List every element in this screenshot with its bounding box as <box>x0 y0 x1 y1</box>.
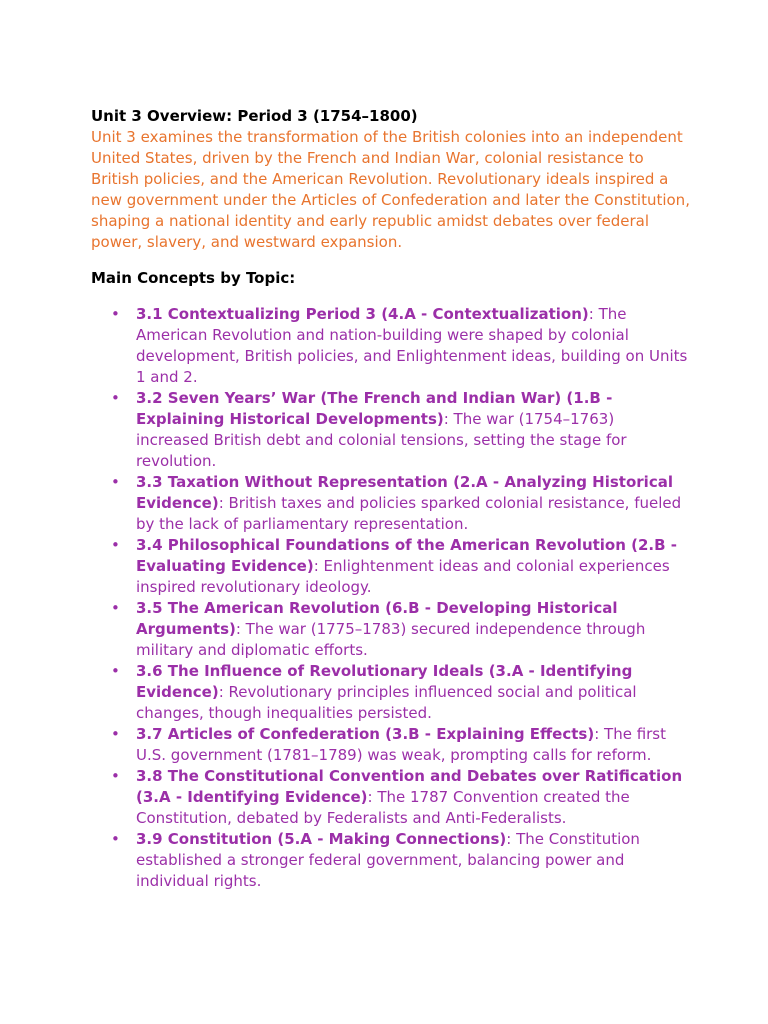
document-content <box>91 106 691 892</box>
list-item <box>91 724 691 766</box>
list-item <box>91 661 691 724</box>
topic-heading: 3.1 Contextualizing Period 3 (4.A - Contextualization) <box>136 305 589 323</box>
list-item <box>91 766 691 829</box>
topic-heading: 3.8 The Constitutional Convention and Debates over Ratification (3.A - Identifying Evidence) <box>136 767 683 806</box>
topic-heading: 3.7 Articles of Confederation (3.B - Explaining Effects) <box>136 725 595 743</box>
topic-heading: 3.6 The Influence of Revolutionary Ideals (3.A - Identifying Evidence) <box>136 662 633 701</box>
topic-heading: 3.3 Taxation Without Representation (2.A - Analyzing Historical Evidence) <box>136 473 673 512</box>
bullet-icon: • <box>111 473 120 491</box>
list-item <box>91 829 691 892</box>
topic-heading: 3.5 The American Revolution (6.B - Developing Historical Arguments) <box>136 599 618 638</box>
intro-paragraph: Unit 3 examines the transformation of the British colonies into an independent United States, driven by the French and Indian War, colonial resistance to British policies, and the American Revolution. Revolutionary ideals inspired a new government under the Articles of Confederation and later the Constitution, shaping a national identity and early republic amidst debates over federal power, slavery, and westward expansion. <box>91 128 690 251</box>
section-heading: Main Concepts by Topic: <box>91 269 296 287</box>
topic-heading: 3.2 Seven Years’ War (The French and Indian War) (1.B - Explaining Historical Developments) <box>136 389 613 428</box>
page-title: Unit 3 Overview: Period 3 (1754–1800) <box>91 107 418 125</box>
topic-text: : Enlightenment ideas and colonial experiences inspired revolutionary ideology. <box>136 557 670 596</box>
bullet-icon: • <box>111 389 120 407</box>
list-item <box>91 535 691 598</box>
bullet-icon: • <box>111 662 120 680</box>
bullet-icon: • <box>111 599 120 617</box>
topic-text: : Revolutionary principles influenced social and political changes, though inequalities persisted. <box>136 683 637 722</box>
list-item <box>91 598 691 661</box>
topic-text: : The war (1754–1763) increased British debt and colonial tensions, setting the stage for revolution. <box>136 410 627 470</box>
topic-text: : The American Revolution and nation-building were shaped by colonial development, British policies, and Enlightenment ideas, building on Units 1 and 2. <box>136 305 688 386</box>
topic-text: : The Constitution established a stronger federal government, balancing power and individual rights. <box>136 830 640 890</box>
bullet-icon: • <box>111 725 120 743</box>
bullet-icon: • <box>111 536 120 554</box>
topic-heading: 3.9 Constitution (5.A - Making Connections) <box>136 830 507 848</box>
bullet-icon: • <box>111 767 120 785</box>
topic-text: : British taxes and policies sparked colonial resistance, fueled by the lack of parliamentary representation. <box>136 494 682 533</box>
list-item <box>91 472 691 535</box>
bullet-icon: • <box>111 830 120 848</box>
topic-heading: 3.4 Philosophical Foundations of the American Revolution (2.B - Evaluating Evidence) <box>136 536 678 575</box>
list-item <box>91 304 691 388</box>
topic-text: : The 1787 Convention created the Constitution, debated by Federalists and Anti-Federalists. <box>136 788 630 827</box>
topic-text: : The first U.S. government (1781–1789) was weak, prompting calls for reform. <box>136 725 667 764</box>
bullet-icon: • <box>111 305 120 323</box>
list-item <box>91 388 691 472</box>
topic-text: : The war (1775–1783) secured independence through military and diplomatic efforts. <box>136 620 646 659</box>
topic-list <box>91 304 691 892</box>
